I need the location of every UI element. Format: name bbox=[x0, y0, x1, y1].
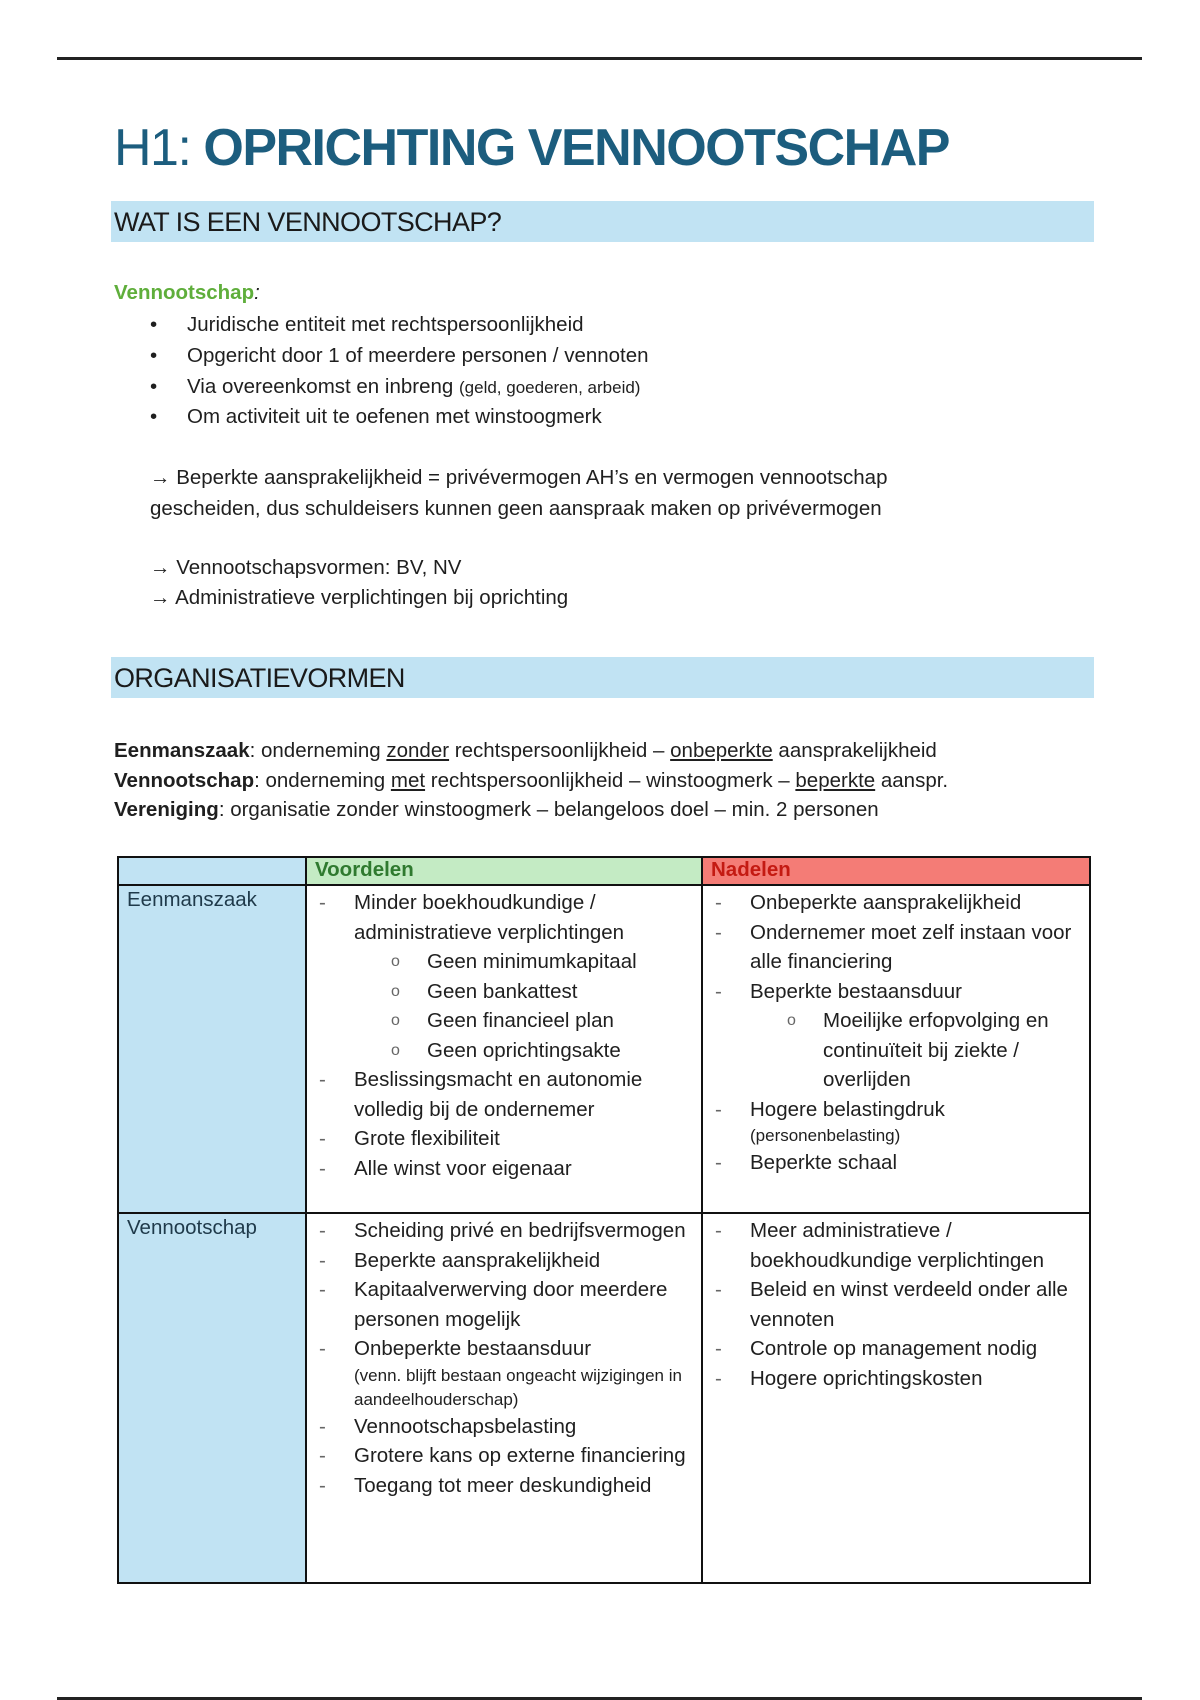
list-item: - Minder boekhoudkundige / administratieve verplichtingen bbox=[307, 888, 701, 947]
list-item: - Beperkte bestaansduur bbox=[703, 977, 1089, 1007]
definition: Vereniging: organisatie zonder winstoogmerk – belangeloos doel – min. 2 personen bbox=[114, 798, 879, 821]
row-label: Eenmanszaak bbox=[118, 885, 306, 1213]
list-subitem: o Geen oprichtingsakte bbox=[307, 1036, 701, 1066]
list-item: • Juridische entiteit met rechtspersoonlijkheid bbox=[150, 313, 584, 336]
list-item: - Hogere belastingdruk (personenbelasting) bbox=[703, 1095, 1089, 1149]
nadelen-cell bbox=[702, 885, 1090, 1213]
list-item: - Grotere kans op externe financiering bbox=[307, 1441, 701, 1471]
list-item: - Kapitaalverwerving door meerdere personen mogelijk bbox=[307, 1275, 701, 1334]
list-item: - Beperkte schaal bbox=[703, 1148, 1089, 1178]
list-item: - Beperkte aansprakelijkheid bbox=[307, 1246, 701, 1276]
definition: Vennootschap: onderneming met rechtspersoonlijkheid – winstoogmerk – beperkte aanspr. bbox=[114, 769, 949, 792]
list-subitem: o Moeilijke erfopvolging en continuïteit bij ziekte / overlijden bbox=[703, 1006, 1089, 1095]
list-item: - Controle op management nodig bbox=[703, 1334, 1089, 1364]
comparison-table bbox=[117, 856, 1091, 1584]
list-item: • Om activiteit uit te oefenen met winstoogmerk bbox=[150, 405, 602, 428]
arrow-note: → Vennootschapsvormen: BV, NV bbox=[150, 556, 462, 579]
table-row bbox=[118, 885, 1090, 1213]
top-rule bbox=[57, 57, 1142, 60]
list-item: - Meer administratieve / boekhoudkundige verplichtingen bbox=[703, 1216, 1089, 1275]
term-label: Vennootschap: bbox=[114, 281, 260, 304]
table-row bbox=[118, 1213, 1090, 1583]
list-item: - Hogere oprichtingskosten bbox=[703, 1364, 1089, 1394]
list-item: • Via overeenkomst en inbreng (geld, goederen, arbeid) bbox=[150, 375, 641, 398]
list-item: - Onbeperkte bestaansduur (venn. blijft bestaan ongeacht wijzigingen in aandeelhouderschap) bbox=[307, 1334, 701, 1412]
voordelen-cell bbox=[306, 885, 702, 1213]
arrow-note: → Administratieve verplichtingen bij oprichting bbox=[150, 586, 569, 609]
list-item: - Ondernemer moet zelf instaan voor alle financiering bbox=[703, 918, 1089, 977]
list-item: - Toegang tot meer deskundigheid bbox=[307, 1471, 701, 1501]
arrow-note-cont: gescheiden, dus schuldeisers kunnen geen aanspraak maken op privévermogen bbox=[150, 497, 882, 520]
list-item: - Onbeperkte aansprakelijkheid bbox=[703, 888, 1089, 918]
list-subitem: o Geen bankattest bbox=[307, 977, 701, 1007]
list-item: - Beslissingsmacht en autonomie volledig bij de ondernemer bbox=[307, 1065, 701, 1124]
list-item: • Opgericht door 1 of meerdere personen / vennoten bbox=[150, 344, 649, 367]
list-item: - Grote flexibiliteit bbox=[307, 1124, 701, 1154]
list-item: - Beleid en winst verdeeld onder alle vennoten bbox=[703, 1275, 1089, 1334]
definition: Eenmanszaak: onderneming zonder rechtspersoonlijkheid – onbeperkte aansprakelijkheid bbox=[114, 739, 937, 762]
nadelen-cell bbox=[702, 1213, 1090, 1583]
header-voordelen: Voordelen bbox=[306, 857, 702, 885]
list-item: - Vennootschapsbelasting bbox=[307, 1412, 701, 1442]
section-heading-wat-is: WAT IS EEN VENNOOTSCHAP? bbox=[111, 201, 1094, 242]
list-subitem: o Geen minimumkapitaal bbox=[307, 947, 701, 977]
header-empty bbox=[118, 857, 306, 885]
table-header-row bbox=[118, 857, 1090, 885]
header-nadelen: Nadelen bbox=[702, 857, 1090, 885]
row-label: Vennootschap bbox=[118, 1213, 306, 1583]
arrow-note: → Beperkte aansprakelijkheid = privévermogen AH’s en vermogen vennootschap bbox=[150, 466, 888, 489]
list-subitem: o Geen financieel plan bbox=[307, 1006, 701, 1036]
list-item: - Alle winst voor eigenaar bbox=[307, 1154, 701, 1184]
section-heading-organisatievormen: ORGANISATIEVORMEN bbox=[111, 657, 1094, 698]
voordelen-cell bbox=[306, 1213, 702, 1583]
list-item: - Scheiding privé en bedrijfsvermogen bbox=[307, 1216, 701, 1246]
page-title: H1: OPRICHTING VENNOOTSCHAP bbox=[114, 119, 949, 177]
